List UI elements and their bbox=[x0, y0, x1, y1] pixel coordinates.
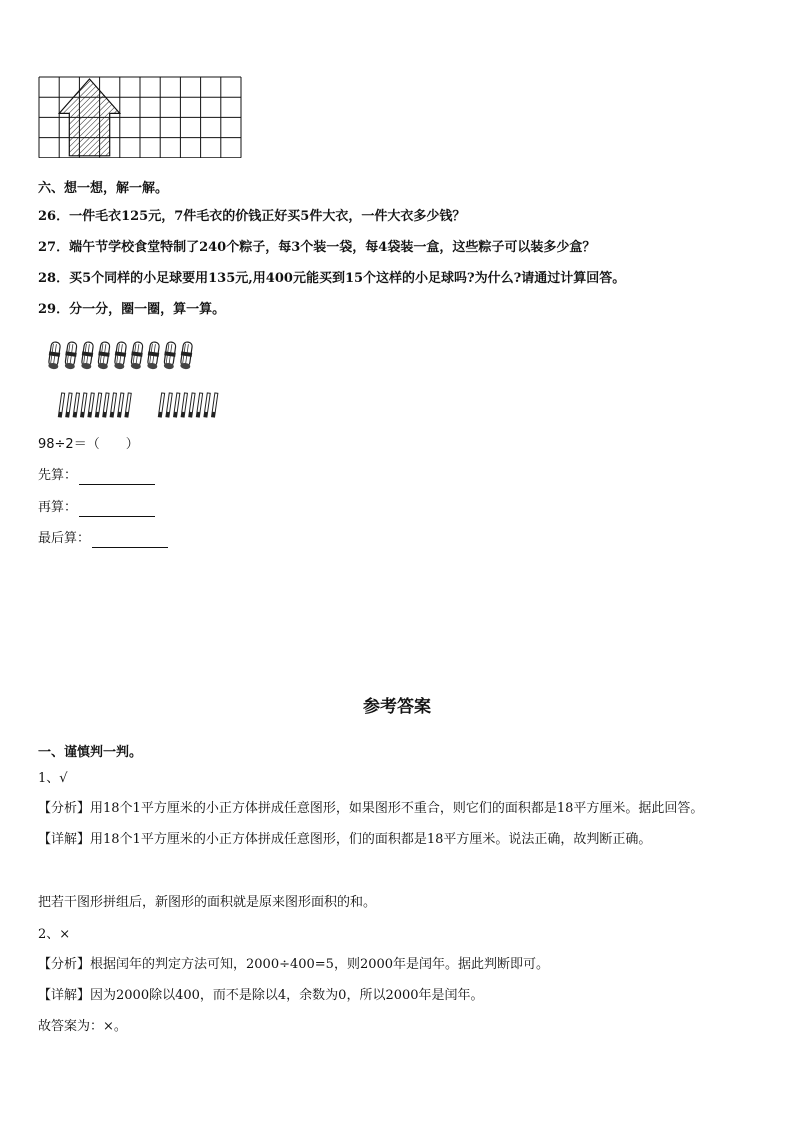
question-number: 29． bbox=[38, 302, 70, 317]
question-26 bbox=[38, 208, 465, 226]
answer-1-detail: 【详解】用18个1平方厘米的小正方体拼成任意图形，们的面积都是18平方厘米。说法正确，故判断正确。 bbox=[38, 832, 652, 847]
stick-icon bbox=[166, 393, 172, 417]
answer-1-analysis: 【分析】用18个1平方厘米的小正方体拼成任意图形，如果图形不重合，则它们的面积都是18平方厘米。据此回答。 bbox=[38, 801, 704, 816]
question-text: 分一分，圈一圈，算一算。 bbox=[69, 302, 226, 317]
answer-2-conclusion: 故答案为：×。 bbox=[38, 1019, 127, 1034]
stick-icons bbox=[56, 390, 136, 420]
answer-2-analysis: 【分析】根据闰年的判定方法可知，2000÷400=5，则2000年是闰年。据此判断即可。 bbox=[38, 957, 550, 972]
stick-icon bbox=[95, 393, 101, 417]
stick-icon bbox=[73, 393, 79, 417]
stick-icon bbox=[181, 393, 187, 417]
calc-expression: 98÷2＝（ ） bbox=[38, 437, 139, 452]
stick-icon bbox=[66, 393, 72, 417]
stick-bundle-icon bbox=[81, 342, 94, 370]
answer-blank[interactable] bbox=[79, 502, 155, 517]
section6-heading: 六、想一想，解一解。 bbox=[38, 181, 169, 196]
answer-2-detail: 【详解】因为2000除以400，而不是除以4，余数为0，所以2000年是闰年。 bbox=[38, 988, 484, 1003]
stick-icon bbox=[58, 393, 64, 417]
stick-icon bbox=[110, 393, 116, 417]
stick-icon bbox=[212, 393, 218, 417]
stick-bundle-icon bbox=[163, 342, 176, 370]
step-label: 最后算： bbox=[38, 531, 91, 546]
question-28 bbox=[38, 270, 625, 288]
question-number: 28． bbox=[38, 271, 70, 286]
answer-blank[interactable] bbox=[92, 533, 168, 548]
answer-section1-heading: 一、谨慎判一判。 bbox=[38, 745, 143, 760]
stick-icon bbox=[103, 393, 109, 417]
square-grid-figure bbox=[38, 76, 242, 158]
stick-icon bbox=[88, 393, 94, 417]
stick-icons bbox=[156, 390, 222, 420]
loose-sticks-right bbox=[156, 390, 222, 424]
question-number: 26． bbox=[38, 209, 70, 224]
stick-icon bbox=[189, 393, 195, 417]
grid-svg bbox=[38, 76, 242, 158]
step-first bbox=[38, 467, 155, 485]
answer-title: 参考答案 bbox=[363, 697, 431, 717]
stick-bundle-icon bbox=[48, 342, 61, 370]
question-29 bbox=[38, 301, 225, 319]
stick-icon bbox=[81, 393, 87, 417]
stick-bundle-icon bbox=[97, 342, 110, 370]
answer-blank[interactable] bbox=[79, 470, 155, 485]
stick-bundle-icon bbox=[147, 342, 160, 370]
step-second bbox=[38, 499, 155, 517]
answer-1-note: 把若干图形拼组后，新图形的面积就是原来图形面积的和。 bbox=[38, 895, 377, 910]
question-text: 一件毛衣125元，7件毛衣的价钱正好买5件大衣，一件大衣多少钱？ bbox=[69, 209, 466, 224]
stick-bundle-icon bbox=[180, 342, 193, 370]
step-label: 先算： bbox=[38, 468, 78, 483]
stick-icon bbox=[204, 393, 210, 417]
bundle-icons bbox=[46, 338, 206, 372]
loose-sticks-left bbox=[56, 390, 136, 424]
stick-bundle-icon bbox=[130, 342, 143, 370]
stick-icon bbox=[125, 393, 131, 417]
question-text: 端午节学校食堂特制了240个粽子，每3个装一袋，每4袋装一盒，这些粽子可以装多少盒？ bbox=[69, 240, 596, 255]
step-label: 再算： bbox=[38, 500, 78, 515]
stick-bundle-icon bbox=[114, 342, 127, 370]
stick-icon bbox=[196, 393, 202, 417]
question-text: 买5个同样的小足球要用135元,用400元能买到15个这样的小足球吗?为什么?请通过计算回答。 bbox=[69, 271, 626, 286]
question-number: 27． bbox=[38, 240, 70, 255]
stick-icon bbox=[118, 393, 124, 417]
answer-2-mark: 2、× bbox=[38, 927, 71, 942]
answer-1-mark: 1、√ bbox=[38, 771, 68, 786]
stick-icon bbox=[158, 393, 164, 417]
stick-bundle-icon bbox=[64, 342, 77, 370]
stick-bundles-figure bbox=[46, 338, 206, 376]
step-last bbox=[38, 530, 168, 548]
question-27 bbox=[38, 239, 595, 257]
stick-icon bbox=[174, 393, 180, 417]
